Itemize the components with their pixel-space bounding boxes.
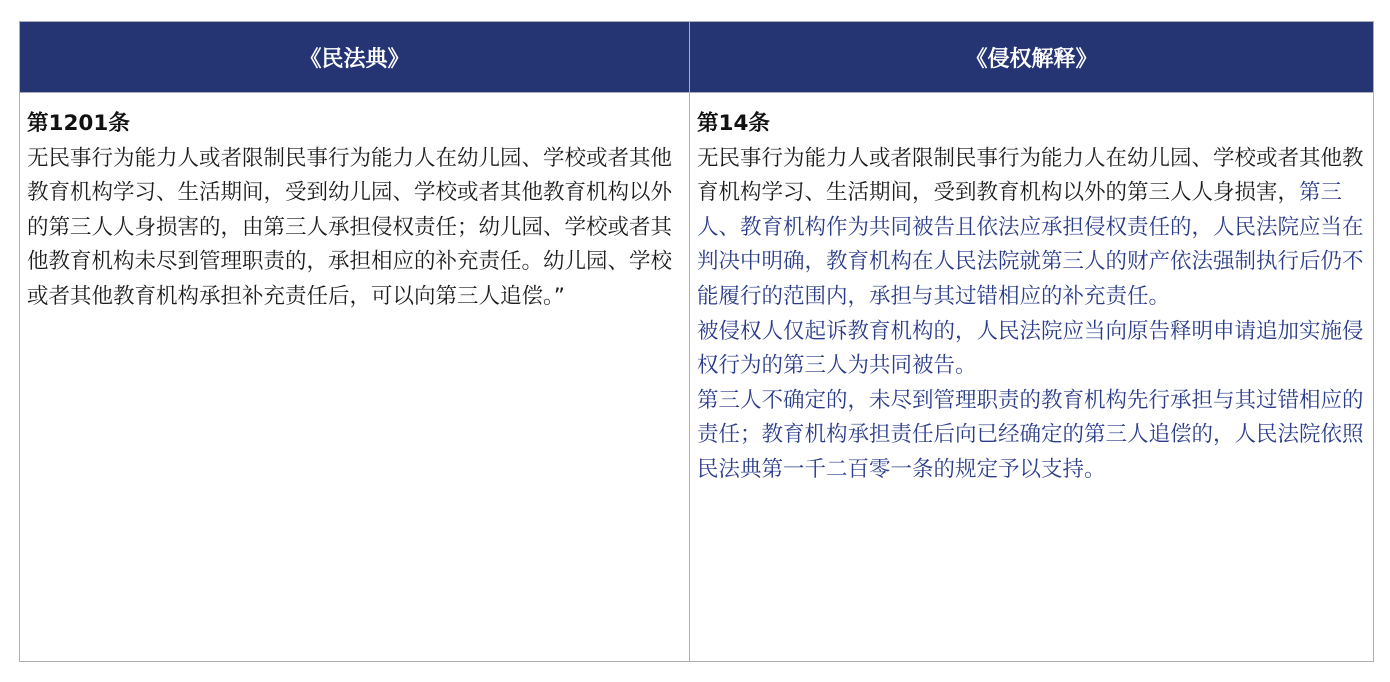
tort-interpretation-paragraph-3: 第三人不确定的，未尽到管理职责的教育机构先行承担与其过错相应的责任；教育机构承担责任后向已经确定的第三人追偿的，人民法院依照民法典第一千二百零一条的规定予以支持。: [697, 387, 1364, 482]
civil-code-cell: [20, 93, 690, 662]
tort-interpretation-paragraph-2: 被侵权人仅起诉教育机构的，人民法院应当向原告释明申请追加实施侵权行为的第三人为共同被告。: [697, 318, 1364, 379]
paragraph-1-intro: 无民事行为能力人或者限制民事行为能力人在幼儿园、学校或者其他教育机构学习、生活期间，受到教育机构以外的第三人人身损害，: [697, 145, 1364, 206]
tort-interpretation-cell: [690, 93, 1374, 662]
civil-code-article-number: 第1201条: [27, 111, 130, 136]
header-row: [20, 22, 1374, 93]
civil-code-article-text: 无民事行为能力人或者限制民事行为能力人在幼儿园、学校或者其他教育机构学习、生活期间，受到幼儿园、学校或者其他教育机构以外的第三人人身损害的，由第三人承担侵权责任；幼儿园、学校或者其他教育机构未尽到管理职责的，承担相应的补充责任。幼儿园、学校或者其他教育机构承担补充责任后，可以向第三人追偿。”: [27, 145, 673, 309]
comparison-table: [19, 21, 1374, 662]
header-civil-code: 《民法典》: [20, 22, 690, 93]
header-tort-interpretation: 《侵权解释》: [690, 22, 1374, 93]
paragraph-1-highlight: 第三人、教育机构作为共同被告且依法应承担侵权责任的，人民法院应当在判决中明确，教育机构在人民法院就第三人的财产依法强制执行后仍不能履行的范围内，承担与其过错相应的补充责任。: [697, 180, 1364, 309]
tort-interpretation-paragraph-1: [697, 142, 1365, 315]
content-row: [20, 93, 1374, 662]
tort-interpretation-article-number: 第14条: [697, 111, 770, 136]
